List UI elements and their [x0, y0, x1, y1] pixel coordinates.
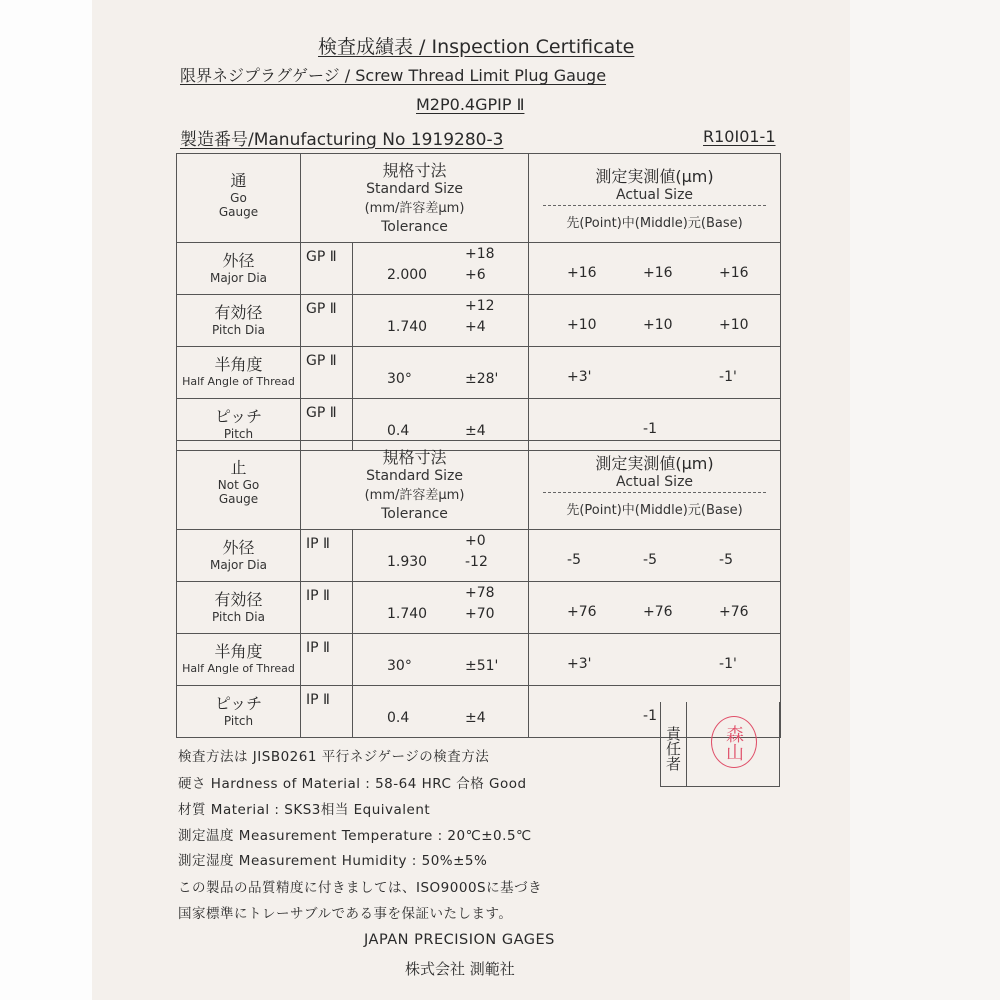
table-row — [177, 530, 781, 582]
standard-size-unit: (mm/許容差μm) — [364, 201, 465, 216]
measurement-positions: 先(Point)中(Middle)元(Base) — [566, 216, 743, 231]
actual-base: +16 — [719, 265, 749, 281]
note-line: 材質 Material : SKS3相当 Equivalent — [178, 802, 431, 818]
nominal-size: 0.4 — [387, 423, 410, 439]
actual-point: +10 — [567, 317, 597, 333]
tolerance-upper: +0 — [465, 533, 486, 549]
company-name-jp: 株式会社 測範社 — [405, 960, 515, 978]
actual-middle: -1 — [643, 708, 657, 724]
item-en: Pitch Dia — [212, 323, 265, 337]
certificate-title: 検査成績表 / Inspection Certificate — [318, 36, 635, 58]
item-en: Half Angle of Thread — [182, 375, 295, 388]
tolerance-upper: +78 — [465, 585, 495, 601]
table-header — [177, 154, 781, 243]
scan-margin — [0, 0, 92, 1000]
go-gauge-table — [176, 153, 781, 451]
actual-base: -1' — [719, 656, 737, 672]
actual-middle: -5 — [643, 552, 657, 568]
tolerance-lower: +70 — [465, 606, 495, 622]
item-jp: 半角度 — [214, 642, 263, 661]
table-header — [177, 441, 781, 530]
gauge-grade: IP Ⅱ — [301, 530, 353, 582]
gauge-label-jp: 止 — [230, 458, 247, 477]
item-en: Major Dia — [209, 558, 268, 572]
actual-base: -5 — [719, 552, 733, 568]
model-number: M2P0.4GPIP Ⅱ — [416, 95, 525, 114]
actual-point: +76 — [567, 604, 597, 620]
gauge-label-jp: 通 — [230, 171, 247, 190]
tolerance-lower: ±4 — [465, 710, 486, 726]
tolerance-lower: ±28' — [465, 371, 499, 387]
not-go-gauge-table — [176, 440, 781, 738]
tolerance-lower: ±51' — [465, 658, 499, 674]
tolerance-label: Tolerance — [381, 219, 448, 235]
table-row — [177, 347, 781, 399]
standard-size-en: Standard Size — [366, 468, 463, 484]
standard-size-unit: (mm/許容差μm) — [364, 488, 465, 503]
item-jp: 有効径 — [214, 590, 263, 609]
actual-size-en: Actual Size — [615, 474, 694, 490]
standard-size-jp: 規格寸法 — [382, 161, 447, 180]
actual-base: -1' — [719, 369, 737, 385]
item-en: Half Angle of Thread — [182, 662, 295, 675]
table-row — [177, 634, 781, 686]
actual-middle: +76 — [643, 604, 673, 620]
actual-base: +10 — [719, 317, 749, 333]
actual-size-en: Actual Size — [615, 187, 694, 203]
item-jp: ピッチ — [214, 694, 263, 713]
gauge-label-en2: Gauge — [218, 492, 259, 506]
tolerance-label: Tolerance — [381, 506, 448, 522]
actual-point: +3' — [567, 656, 592, 672]
gauge-grade: GP Ⅱ — [301, 295, 353, 347]
gauge-label-en2: Gauge — [218, 205, 259, 219]
actual-base: +76 — [719, 604, 749, 620]
standard-size-jp: 規格寸法 — [382, 448, 447, 467]
item-jp: 有効径 — [214, 303, 263, 322]
actual-size-jp: 測定実測値(μm) — [595, 454, 714, 473]
measurement-positions: 先(Point)中(Middle)元(Base) — [566, 503, 743, 518]
gauge-grade: IP Ⅱ — [301, 686, 353, 738]
gauge-grade: GP Ⅱ — [301, 243, 353, 295]
actual-size-jp: 測定実測値(μm) — [595, 167, 714, 186]
item-jp: 半角度 — [214, 355, 263, 374]
table-row — [177, 295, 781, 347]
actual-middle: +16 — [643, 265, 673, 281]
item-jp: 外径 — [222, 538, 255, 557]
nominal-size: 30° — [387, 658, 412, 674]
item-jp: ピッチ — [214, 407, 263, 426]
nominal-size: 1.740 — [387, 319, 428, 335]
tolerance-lower: +4 — [465, 319, 486, 335]
gauge-grade: IP Ⅱ — [301, 582, 353, 634]
nominal-size: 1.740 — [387, 606, 428, 622]
item-en: Pitch — [223, 714, 254, 728]
scan-margin-right — [850, 0, 1000, 1000]
item-en: Major Dia — [209, 271, 268, 285]
actual-middle: -1 — [643, 421, 657, 437]
nominal-size: 0.4 — [387, 710, 410, 726]
gauge-type: 限界ネジプラグゲージ / Screw Thread Limit Plug Gauge — [180, 66, 607, 85]
tolerance-lower: ±4 — [465, 423, 486, 439]
responsible-box — [660, 702, 780, 787]
table-row — [177, 243, 781, 295]
note-line: 検査方法は JISB0261 平行ネジゲージの検査方法 — [178, 749, 490, 765]
nominal-size: 2.000 — [387, 267, 428, 283]
tolerance-upper: +18 — [465, 246, 495, 262]
actual-point: -5 — [567, 552, 581, 568]
company-name-en: JAPAN PRECISION GAGES — [364, 932, 555, 948]
gauge-label-en: Go — [230, 191, 247, 205]
tolerance-lower: +6 — [465, 267, 486, 283]
manufacturing-number: 製造番号/Manufacturing No 1919280-3 — [180, 130, 504, 150]
item-jp: 外径 — [222, 251, 255, 270]
actual-point: +16 — [567, 265, 597, 281]
actual-point: +3' — [567, 369, 592, 385]
tolerance-upper: +12 — [465, 298, 495, 314]
nominal-size: 1.930 — [387, 554, 428, 570]
item-en: Pitch — [223, 427, 254, 441]
gauge-grade: GP Ⅱ — [301, 399, 353, 451]
note-line: 硬さ Hardness of Material : 58-64 HRC 合格 Good — [178, 776, 527, 792]
note-line: 国家標準にトレーサブルである事を保証いたします。 — [178, 906, 513, 922]
table-row — [177, 582, 781, 634]
document-code: R10I01-1 — [703, 127, 776, 146]
inspector-seal: 森山 — [711, 716, 757, 768]
responsible-label: 責任者 — [661, 702, 687, 786]
nominal-size: 30° — [387, 371, 412, 387]
actual-middle: +10 — [643, 317, 673, 333]
standard-size-en: Standard Size — [366, 181, 463, 197]
note-line: 測定湿度 Measurement Humidity : 50%±5% — [178, 853, 488, 869]
tolerance-lower: -12 — [465, 554, 488, 570]
gauge-grade: GP Ⅱ — [301, 347, 353, 399]
note-line: 測定温度 Measurement Temperature : 20℃±0.5℃ — [178, 828, 532, 844]
gauge-label-en: Not Go — [217, 478, 260, 492]
note-line: この製品の品質精度に付きましては、ISO9000Sに基づき — [178, 880, 543, 896]
item-en: Pitch Dia — [212, 610, 265, 624]
gauge-grade: IP Ⅱ — [301, 634, 353, 686]
